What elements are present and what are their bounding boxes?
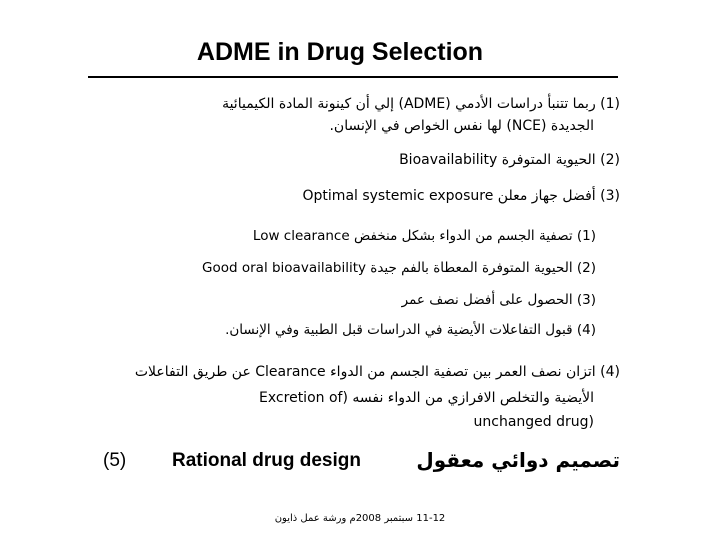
item-3-number: (3) — [600, 188, 620, 204]
item-1-text-line-1: ربما تتنبأ دراسات الأدمي (ADME) إلي أن كينونة المادة الكيميائية — [222, 96, 596, 112]
item-3-text: أفضل جهاز معلن Optimal systemic exposure — [302, 188, 596, 204]
subitem-3-text: الحصول على أفضل نصف عمر — [401, 292, 573, 308]
item-4-line-1 — [135, 364, 620, 380]
subitem-1 — [253, 228, 596, 244]
item-5 — [0, 450, 720, 480]
slide-title: ADME in Drug Selection — [196, 38, 484, 66]
subitem-3 — [402, 292, 596, 308]
item-5-arabic: تصميم دوائي معقول — [416, 448, 620, 472]
item-4-line-2 — [259, 390, 594, 406]
item-4-line-3 — [474, 414, 594, 430]
subitem-3-number: (3) — [576, 292, 596, 308]
item-5-number: (5) — [103, 450, 127, 471]
subitem-4-text: قبول التفاعلات الأيضية في الدراسات قبل الطبية وفي الإنسان. — [225, 322, 573, 338]
item-4-text-line-3: unchanged drug) — [473, 414, 594, 430]
subitem-4-number: (4) — [576, 322, 596, 338]
item-2-number: (2) — [600, 152, 620, 168]
subitem-2-text: الحيوية المتوفرة المعطاة بالفم جيدة Good oral bioavailability — [202, 260, 573, 276]
subitem-2-number: (2) — [576, 260, 596, 276]
item-3 — [303, 188, 620, 204]
item-1-number: (1) — [600, 96, 620, 112]
item-2-text: الحيوية المتوفرة Bioavailability — [399, 152, 596, 168]
item-1-text-line-2: الجديدة (NCE) لها نفس الخواص في الإنسان. — [329, 118, 594, 134]
subitem-1-text: تصفية الجسم من الدواء بشكل منخفض Low clearance — [252, 228, 573, 244]
subitem-1-number: (1) — [576, 228, 596, 244]
footer: 11-12 سبتمبر 2008م ورشة عمل ذايون — [274, 513, 446, 524]
item-4-text-line-2: الأيضية والتخلص الافرازي من الدواء نفسه (Excretion of — [259, 390, 594, 406]
subitem-4 — [225, 322, 596, 338]
item-2 — [399, 152, 620, 168]
item-1-line-2 — [329, 118, 594, 134]
item-4-text-line-1: اتزان نصف العمر بين تصفية الجسم من الدواء Clearance عن طريق التفاعلات — [134, 364, 596, 380]
title-underline — [88, 76, 618, 78]
item-1-line-1 — [222, 96, 620, 112]
item-5-english: Rational drug design — [172, 450, 361, 471]
subitem-2 — [202, 260, 596, 276]
item-4-number: (4) — [600, 364, 620, 380]
